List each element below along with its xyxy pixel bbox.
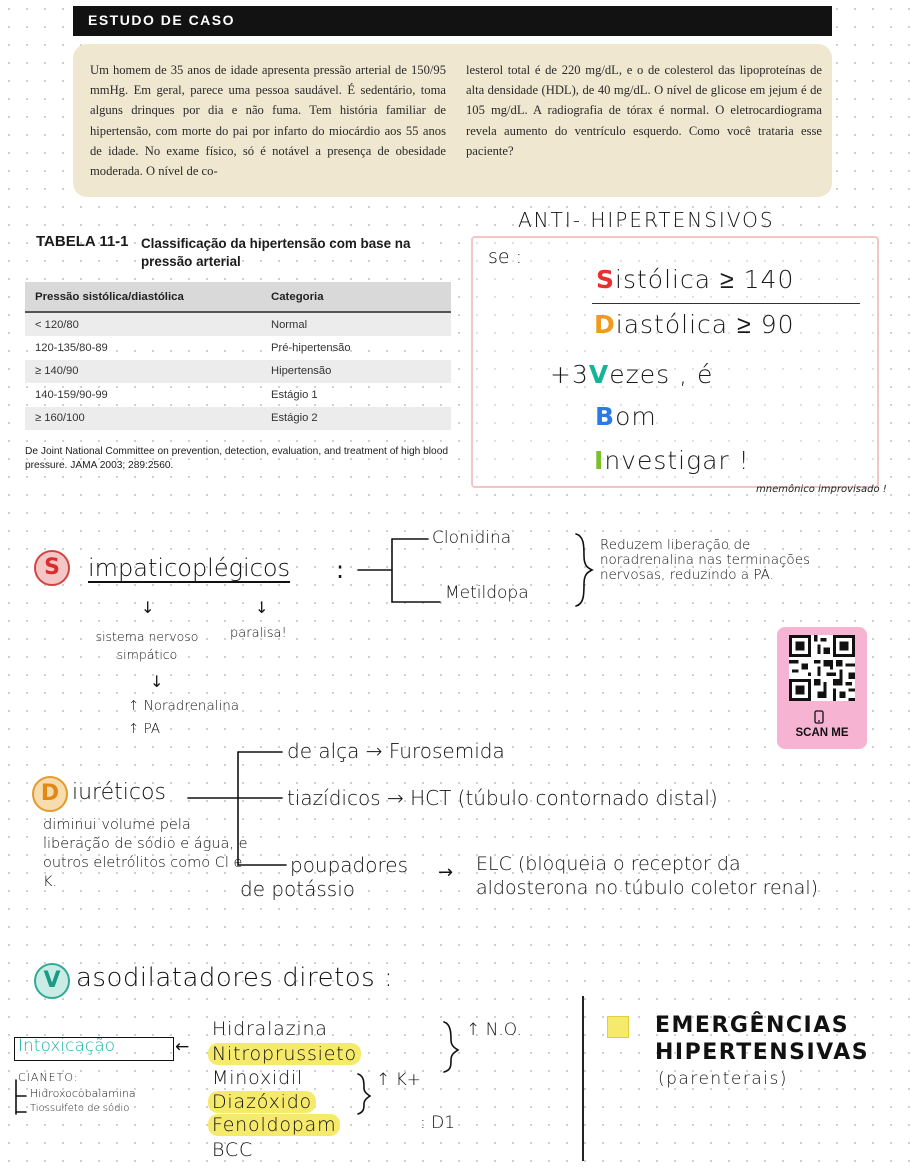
diureticos-heading: iuréticos: [72, 780, 166, 805]
intoxicacao-label: Intoxicação: [18, 1036, 116, 1056]
drug-nitroprussieto: Nitroprussieto: [208, 1043, 361, 1065]
mnemonic-letter-d: D: [594, 310, 616, 339]
cianeto-antidote-2: Tiossulfeto de sódio: [30, 1103, 130, 1114]
table-cell: 120-135/80-89: [35, 342, 108, 355]
mnemonic-title: ANTI- HIPERTENSIVOS: [518, 208, 775, 232]
letter-badge-d: D: [32, 776, 68, 812]
table-header-cell: Pressão sistólica/diastólica: [25, 282, 261, 312]
paralisa-note: paralisa!: [230, 626, 287, 641]
sistema-nervoso-note: sistema nervoso simpático: [95, 629, 199, 662]
drug-clonidina: Clonidina: [432, 528, 512, 548]
letter-badge-v: V: [34, 963, 70, 999]
cianeto-label: CIANETO:: [18, 1071, 79, 1084]
table-cell: Pré-hipertensão: [271, 342, 351, 355]
down-arrow-icon: ↓: [150, 672, 164, 691]
diuretico-poupadores-cont: de potássio: [240, 877, 356, 901]
mnemonic-text: +3: [550, 360, 589, 389]
diuretico-poupadores: poupadores: [290, 853, 408, 877]
table-cell: Hipertensão: [261, 360, 451, 383]
emergencias-title-1: EMERGÊNCIAS: [655, 1013, 850, 1038]
drug-fenoldopam: Fenoldopam: [208, 1114, 340, 1136]
cianeto-antidote-1: Hidroxocobalamina: [30, 1087, 136, 1100]
drug-metildopa: Metildopa: [445, 583, 529, 603]
vasodilatadores-heading: asodilatadores diretos :: [76, 963, 394, 993]
phone-icon: [814, 710, 824, 727]
d1-label: : D1: [420, 1113, 456, 1133]
mnemonic-se: se :: [488, 246, 523, 268]
simpaticoplegicos-heading: impaticoplégicos: [88, 554, 291, 582]
drug-diazoxido: Diazóxido: [208, 1091, 316, 1113]
case-study-text-left: Um homem de 35 anos de idade apresenta pressão arterial de 150/95 mmHg. Em geral, parece uma pessoa saudável. É sedentário, toma alguns drinques por dia e não fuma. Tem história familiar de hipertensão, com morte do pai por infarto do miocárdio aos 55 anos de idade. No exame físico, só é notável a presença de obesidade moderada. O nível de co-: [90, 63, 446, 179]
diuretico-tiazidicos: tiazídicos → HCT (túbulo contornado distal): [287, 786, 718, 810]
vertical-divider: [582, 996, 584, 1161]
mnemonic-text: iastólica ≥ 90: [615, 310, 795, 339]
table-caption: Classificação da hipertensão com base na pressão arterial: [141, 236, 411, 269]
mnemonic-text: nvestigar !: [604, 446, 750, 475]
mnemonic-letter-i: I: [594, 446, 605, 475]
mnemonic-note: mnemônico improvisado !: [756, 484, 887, 495]
right-arrow-icon: →: [438, 862, 454, 883]
mnemonic-letter-b: B: [595, 402, 616, 431]
table-header-cell: Categoria: [261, 282, 451, 312]
mnemonic-text: om: [615, 402, 657, 431]
table-cell: Estágio 1: [271, 388, 318, 401]
highlight-square-icon: [607, 1016, 629, 1038]
mnemonic-text: ezes , é: [609, 360, 714, 389]
table-cell: 140-159/90-99: [35, 388, 108, 401]
simpaticoplegicos-effect: Reduzem liberação de noradrenalina nas terminações nervosas, reduzindo a PA.: [600, 537, 811, 583]
down-arrow-icon: ↓: [141, 598, 155, 617]
table-cell: ≥ 160/100: [25, 407, 261, 430]
letter-badge-s: S: [34, 550, 70, 586]
drug-bcc: BCC: [212, 1139, 254, 1161]
mnemonic-text: istólica ≥ 140: [615, 265, 795, 294]
table-cell: < 120/80: [25, 312, 261, 336]
noradrenalina-note: ↑ Noradrenalina: [128, 698, 240, 714]
mnemonic-letter-v: V: [588, 360, 610, 389]
k-label: ↑ K+: [376, 1070, 422, 1090]
scan-me-label: SCAN ME: [795, 727, 849, 739]
case-study-title: ESTUDO DE CASO: [88, 12, 236, 28]
no-label: ↑ N.O.: [466, 1020, 522, 1040]
qr-code-icon[interactable]: [789, 635, 855, 701]
table-cell: Estágio 2: [261, 407, 451, 430]
mnemonic-letter-s: S: [596, 265, 616, 294]
case-study-text-right: lesterol total é de 220 mg/dL, e o de colesterol das lipoproteínas de alta densidade (HDL), de 40 mg/dL. O nível de glicose em jejum é de 105 mg/dL. A radiografia de tórax é normal. O eletrocardiograma revela aumento do ventrículo esquerdo. Como você trataria esse paciente?: [466, 63, 822, 158]
diureticos-description: diminui volume pela liberação de sódio e água, e outros eletrólitos como Cl e K.: [43, 817, 248, 890]
table-cell: ≥ 140/90: [25, 360, 261, 383]
pa-note: ↑ PA: [128, 721, 161, 737]
down-arrow-icon: ↓: [255, 598, 269, 617]
table-label: TABELA 11-1: [36, 233, 129, 250]
diuretico-alca: de alça → Furosemida: [287, 739, 505, 763]
table-cell: Normal: [261, 312, 451, 336]
drug-minoxidil: Minoxidil: [212, 1067, 304, 1089]
drug-hidralazina: Hidralazina: [212, 1018, 328, 1040]
left-arrow-icon: ←: [175, 1037, 190, 1057]
emergencias-title-2: HIPERTENSIVAS: [655, 1040, 870, 1065]
diuretico-elc: ELC (bloqueia o receptor da aldosterona no túbulo coletor renal): [476, 853, 819, 899]
emergencias-subtitle: (parenterais): [658, 1069, 788, 1089]
simpaticoplegicos-colon: :: [336, 556, 345, 584]
table-source-note: De Joint National Committee on prevention, detection, evaluation, and treatment of high blood pressure. JAMA 2003; 289:2560.: [25, 446, 449, 471]
